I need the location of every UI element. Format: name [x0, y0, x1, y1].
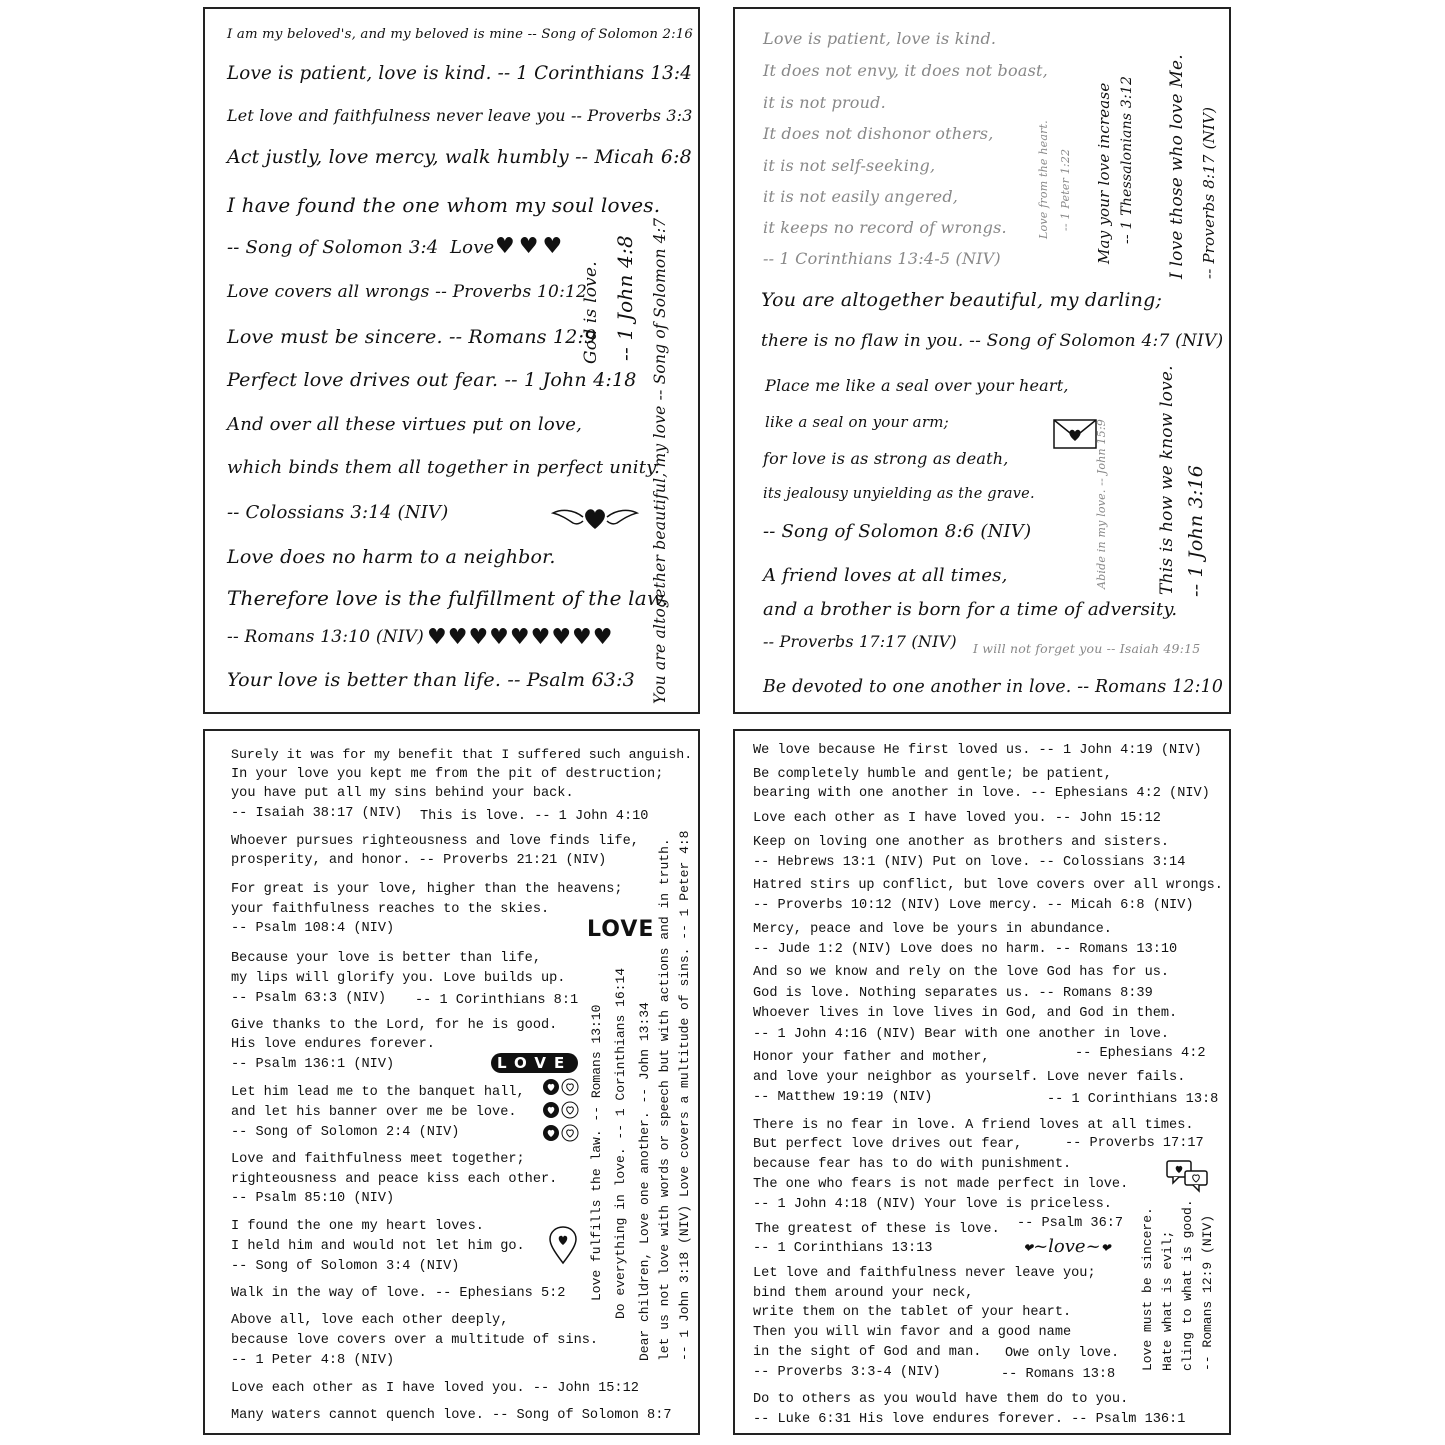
verse-line: The one who fears is not made perfect in love. [753, 1177, 1129, 1192]
verse-line: Above all, love each other deeply, [231, 1313, 509, 1328]
verse-line: Then you will win favor and a good name [753, 1325, 1072, 1340]
verse-line: -- Song of Solomon 8:6 (NIV) [763, 521, 1032, 542]
love-script-word: love [1048, 1236, 1086, 1257]
verse-line: Love is patient, love is kind. -- 1 Corinthians 13:4 [227, 63, 693, 84]
verse-line: Many waters cannot quench love. -- Song of Solomon 8:7 [231, 1408, 672, 1423]
vertical-verse: cling to what is good. [1180, 1199, 1195, 1371]
verse-line: there is no flaw in you. -- Song of Solomon 4:7 (NIV) [761, 331, 1224, 351]
verse-line: it keeps no record of wrongs. [763, 218, 1007, 237]
verse-line: and let his banner over me be love. [231, 1105, 517, 1120]
vertical-verse: -- 1 John 3:18 (NIV) Love covers a multitude of sins. -- 1 Peter 4:8 [677, 830, 692, 1361]
verse-line: Honor your father and mother, [753, 1050, 990, 1065]
verse-line: Let him lead me to the banquet hall, [231, 1085, 525, 1100]
verse-line: -- Psalm 85:10 (NIV) [231, 1191, 395, 1206]
verse-line: The greatest of these is love. [755, 1222, 1000, 1237]
flourish-line: ~ [1033, 1236, 1049, 1257]
verse-line: And over all these virtues put on love, [227, 414, 583, 435]
heart-circles-icon [541, 1077, 581, 1143]
verse-line: -- 1 Peter 4:8 (NIV) [231, 1353, 395, 1368]
verse-line: your faithfulness reaches to the skies. [231, 902, 550, 917]
verse-line: Do to others as you would have them do to you. [753, 1392, 1129, 1407]
verse-line: His love endures forever. [231, 1037, 435, 1052]
love-script-flourish [1023, 1236, 1111, 1257]
verse-line: -- 1 Corinthians 13:4-5 (NIV) [763, 249, 1001, 268]
verse-line: in the sight of God and man. [753, 1345, 982, 1360]
vertical-verse: Hate what is evil; [1160, 1230, 1175, 1371]
verse-line: bind them around your neck, [753, 1286, 974, 1301]
verse-line: I will not forget you -- Isaiah 49:15 [973, 641, 1201, 656]
verse-line: I am my beloved's, and my beloved is mine -- Song of Solomon 2:16 [227, 27, 694, 42]
verse-line: -- Colossians 3:14 (NIV) [227, 502, 449, 523]
verse-line: Love covers all wrongs -- Proverbs 10:12 [227, 282, 588, 302]
love-hearts-letters: LOVE [491, 1053, 578, 1073]
verse-line: -- Song of Solomon 2:4 (NIV) [231, 1125, 460, 1140]
verse-line: -- Jude 1:2 (NIV) Love does no harm. -- Romans 13:10 [753, 942, 1178, 957]
verse-line: And so we know and rely on the love God has for us. [753, 965, 1170, 980]
verse-line: A friend loves at all times, [763, 565, 1008, 586]
verse-line: This is love. -- 1 John 4:10 [420, 809, 649, 824]
flourish-line: ~ [1085, 1236, 1101, 1257]
verse-line: -- 1 John 4:18 (NIV) Your love is priceless. [753, 1197, 1112, 1212]
verse-line: I have found the one whom my soul loves. [227, 193, 661, 217]
vertical-verse: -- 1 John 4:8 [613, 235, 637, 361]
sticker-sheet-1 [203, 7, 700, 714]
verse-line: Walk in the way of love. -- Ephesians 5:2 [231, 1286, 566, 1301]
verse-line: Love each other as I have loved you. -- John 15:12 [753, 811, 1161, 826]
verse-line: -- Psalm 63:3 (NIV) [231, 991, 386, 1006]
vertical-verse: -- Romans 12:9 (NIV) [1200, 1214, 1215, 1371]
verse-line: -- Isaiah 38:17 (NIV) [231, 806, 403, 821]
verse-line: because love covers over a multitude of sins. [231, 1333, 599, 1348]
verse-line: prosperity, and honor. -- Proverbs 21:21 (NIV) [231, 853, 607, 868]
verse-line: -- Ephesians 4:2 [1075, 1046, 1206, 1061]
verse-line: it is not proud. [763, 93, 886, 112]
love-letter-envelope-icon [1053, 419, 1097, 449]
vertical-verse: This is how we know love. [1157, 365, 1177, 595]
verse-line: you have put all my sins behind your back. [231, 786, 574, 801]
verse-line: It does not envy, it does not boast, [763, 61, 1048, 80]
vertical-verse: Abide in my love. -- John 15:9 [1095, 419, 1108, 589]
vertical-verse: You are altogether beautiful, my love -- Song of Solomon 4:7 [651, 217, 669, 704]
verse-line: -- Proverbs 17:17 (NIV) [763, 632, 957, 651]
verse-line: Let love and faithfulness never leave you; [753, 1266, 1096, 1281]
verse-line: But perfect love drives out fear, [753, 1137, 1023, 1152]
verse-line: Be completely humble and gentle; be patient, [753, 767, 1112, 782]
verse-line: There is no fear in love. A friend loves at all times. [753, 1118, 1194, 1133]
verse-line: Love is patient, love is kind. [763, 29, 997, 48]
verse-line: Love must be sincere. -- Romans 12:9 [227, 326, 597, 348]
verse-line: Let love and faithfulness never leave you -- Proverbs 3:3 [227, 106, 693, 125]
verse-line: and love your neighbor as yourself. Love never fails. [753, 1070, 1186, 1085]
verse-line: my lips will glorify you. Love builds up. [231, 971, 566, 986]
verse-line: Give thanks to the Lord, for he is good. [231, 1018, 558, 1033]
verse-line: -- Proverbs 3:3-4 (NIV) [753, 1365, 941, 1380]
vertical-verse: -- 1 Peter 1:22 [1059, 148, 1072, 231]
vertical-verse: -- 1 Thessalonians 3:12 [1119, 75, 1135, 244]
verse-line: and a brother is born for a time of adversity. [763, 599, 1178, 620]
verse-line: it is not self-seeking, [763, 156, 936, 175]
vertical-verse: May your love increase [1095, 82, 1113, 264]
verse-line: -- Romans 13:10 (NIV) [227, 627, 424, 647]
verse-line: -- 1 Corinthians 13:8 [1047, 1092, 1219, 1107]
verse-line: -- Psalm 36:7 [1017, 1216, 1124, 1231]
winged-heart-icon [551, 503, 639, 533]
verse-line: Act justly, love mercy, walk humbly -- Micah 6:8 [227, 146, 692, 168]
verse-line: Hatred stirs up conflict, but love covers over all wrongs. [753, 878, 1223, 893]
verse-line: I found the one my heart loves. [231, 1219, 484, 1234]
verse-line: Be devoted to one another in love. -- Romans 12:10 [763, 677, 1224, 697]
verse-line: We love because He first loved us. -- 1 John 4:19 (NIV) [753, 743, 1202, 758]
verse-line: which binds them all together in perfect unity. [227, 457, 661, 478]
vertical-verse: let us not love with words or speech but with actions and in truth. [657, 838, 672, 1361]
verse-line: God is love. Nothing separates us. -- Romans 8:39 [753, 986, 1153, 1001]
verse-line: -- Psalm 136:1 (NIV) [231, 1057, 395, 1072]
verse-line: Love each other as I have loved you. -- John 15:12 [231, 1381, 639, 1396]
verse-line: In your love you kept me from the pit of destruction; [231, 767, 664, 782]
vertical-verse: God is love. [581, 261, 601, 364]
sticker-sheet-3 [203, 729, 700, 1435]
vertical-verse: Dear children, Love one another. -- John 13:34 [637, 1002, 652, 1361]
heart-chat-bubbles-icon [1165, 1159, 1209, 1193]
verse-line: -- Luke 6:31 His love endures forever. -- Psalm 136:1 [753, 1412, 1186, 1427]
hearts-row-9: ♥♥♥♥♥♥♥♥♥ [427, 625, 614, 650]
hearts-row-3: ♥♥♥ [495, 234, 567, 259]
verse-line: -- Song of Solomon 3:4 (NIV) [231, 1259, 460, 1274]
verse-line: -- Matthew 19:19 (NIV) [753, 1090, 933, 1105]
verse-line: write them on the tablet of your heart. [753, 1305, 1072, 1320]
vertical-verse: Love from the heart. [1037, 120, 1050, 239]
love-word: Love [450, 237, 495, 258]
verse-line: Whoever pursues righteousness and love finds life, [231, 834, 639, 849]
vertical-verse: -- 1 John 3:16 [1185, 464, 1207, 597]
heart-icon: ❤ [1100, 1241, 1111, 1255]
vertical-verse: Love must be sincere. [1140, 1207, 1155, 1371]
verse-line: for love is as strong as death, [763, 449, 1009, 468]
verse-line: Therefore love is the fulfillment of the law. [227, 586, 669, 610]
vertical-verse: I love those who love Me. [1167, 54, 1187, 279]
verse-line: Keep on loving one another as brothers and sisters. [753, 835, 1170, 850]
verse-line: -- Proverbs 17:17 [1065, 1136, 1204, 1151]
heart-location-pin-icon [548, 1225, 578, 1265]
verse-line: righteousness and peace kiss each other. [231, 1172, 558, 1187]
verse-line: Owe only love. [1005, 1346, 1120, 1361]
sticker-sheet-4 [733, 729, 1231, 1435]
verse-line: like a seal on your arm; [765, 413, 949, 431]
verse-line: Surely it was for my benefit that I suffered such anguish. [231, 747, 693, 762]
verse-line: -- Psalm 108:4 (NIV) [231, 921, 395, 936]
verse-line: You are altogether beautiful, my darling; [761, 289, 1163, 311]
vertical-verse: Do everything in love. -- 1 Corinthians 16:14 [613, 967, 628, 1319]
verse-line: bearing with one another in love. -- Ephesians 4:2 (NIV) [753, 786, 1210, 801]
verse-line: For great is your love, higher than the heavens; [231, 882, 623, 897]
verse-line: Place me like a seal over your heart, [765, 376, 1069, 395]
verse-line: Mercy, peace and love be yours in abundance. [753, 922, 1112, 937]
verse-line: it is not easily angered, [763, 187, 959, 206]
verse-line: Whoever lives in love lives in God, and God in them. [753, 1006, 1178, 1021]
verse-line: -- Hebrews 13:1 (NIV) Put on love. -- Colossians 3:14 [753, 855, 1186, 870]
verse-line: -- 1 Corinthians 8:1 [415, 993, 579, 1008]
heart-icon: ❤ [1023, 1241, 1034, 1255]
verse-line: -- Proverbs 10:12 (NIV) Love mercy. -- Micah 6:8 (NIV) [753, 898, 1194, 913]
sticker-sheet-2 [733, 7, 1231, 714]
verse-line: -- Song of Solomon 3:4 [227, 237, 439, 258]
verse-line: It does not dishonor others, [763, 124, 994, 143]
verse-line: Love and faithfulness meet together; [231, 1152, 525, 1167]
verse-line: Because your love is better than life, [231, 951, 541, 966]
love-bold-word: LOVE [587, 917, 655, 942]
verse-line: Perfect love drives out fear. -- 1 John 4:18 [227, 369, 637, 391]
vertical-verse: -- Proverbs 8:17 (NIV) [1200, 106, 1218, 279]
verse-line: its jealousy unyielding as the grave. [763, 486, 1035, 502]
verse-line: Your love is better than life. -- Psalm 63:3 [227, 669, 635, 691]
verse-line: -- 1 Corinthians 13:13 [753, 1241, 933, 1256]
verse-line: -- Romans 13:8 [1001, 1367, 1116, 1382]
verse-line: because fear has to do with punishment. [753, 1157, 1072, 1172]
verse-line: I held him and would not let him go. [231, 1239, 525, 1254]
vertical-verse: Love fulfills the law. -- Romans 13:10 [589, 1004, 604, 1301]
verse-line: -- 1 John 4:16 (NIV) Bear with one another in love. [753, 1027, 1170, 1042]
verse-line: Love does no harm to a neighbor. [227, 546, 556, 568]
